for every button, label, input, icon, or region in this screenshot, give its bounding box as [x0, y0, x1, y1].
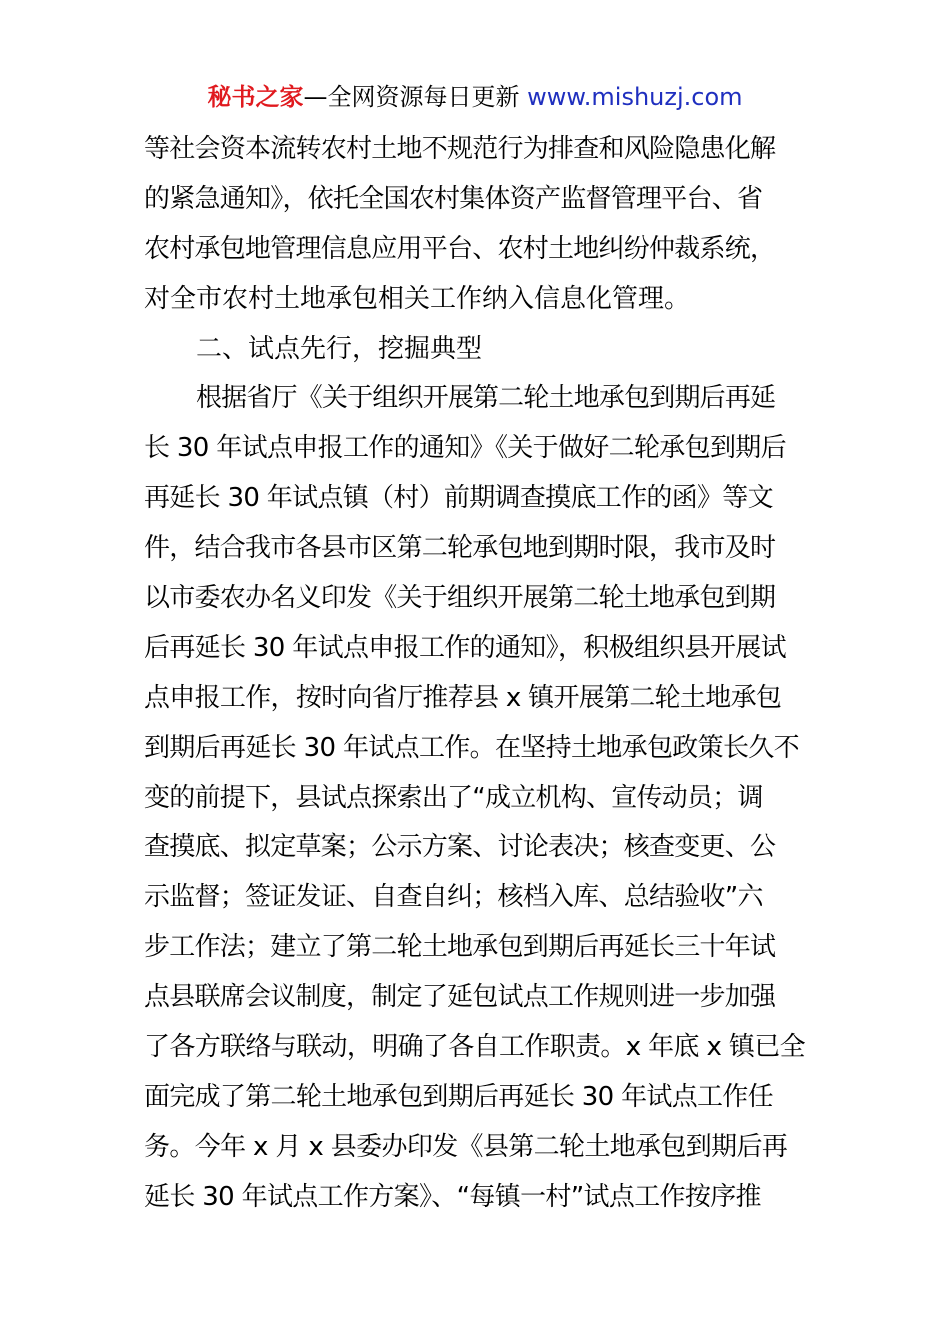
text-line: 点县联席会议制度，制定了延包试点工作规则进一步加强 [144, 982, 776, 1013]
text-line: 长 30 年试点申报工作的通知》《关于做好二轮承包到期后 [144, 433, 786, 464]
site-url-link[interactable]: www.mishuzj.com [527, 83, 743, 111]
text-line: 了各方联络与联动，明确了各自工作职责。x 年底 x 镇已全 [144, 1032, 805, 1063]
text-line: 点申报工作，按时向省厅推荐县 x 镇开展第二轮土地承包 [144, 682, 782, 713]
text-line: 延长 30 年试点工作方案》、“每镇一村”试点工作按序推 [144, 1181, 761, 1212]
text-line: 根据省厅《关于组织开展第二轮土地承包到期后再延 [196, 383, 776, 414]
text-line: 务。今年 x 月 x 县委办印发《县第二轮土地承包到期后再 [144, 1131, 788, 1162]
text-line: 件，结合我市各县市区第二轮承包地到期时限，我市及时 [144, 533, 776, 564]
text-line: 到期后再延长 30 年试点工作。在坚持土地承包政策长久不 [144, 732, 799, 763]
document-body [144, 125, 824, 1223]
text-line: 以市委农办名义印发《关于组织开展第二轮土地承包到期 [144, 583, 776, 614]
text-line: 对全市农村土地承包相关工作纳入信息化管理。 [144, 283, 691, 314]
text-line: 的紧急通知》，依托全国农村集体资产监督管理平台、省 [144, 183, 763, 214]
text-line: 示监督；签证发证、自查自纠；核档入库、总结验收”六 [144, 882, 763, 913]
text-line: 后再延长 30 年试点申报工作的通知》，积极组织县开展试 [144, 632, 786, 663]
text-line: 面完成了第二轮土地承包到期后再延长 30 年试点工作任 [144, 1081, 773, 1112]
text-line: 步工作法；建立了第二轮土地承包到期后再延长三十年试 [144, 932, 776, 963]
text-line: 再延长 30 年试点镇（村）前期调查摸底工作的函》等文 [144, 483, 773, 514]
text-line: 变的前提下，县试点探索出了“成立机构、宣传动员；调 [144, 782, 763, 813]
site-header [0, 80, 950, 114]
text-line: 二、试点先行，挖掘典型 [196, 333, 483, 364]
text-line: 等社会资本流转农村土地不规范行为排查和风险隐患化解 [144, 134, 776, 164]
text-line: 查摸底、拟定草案；公示方案、讨论表决；核查变更、公 [144, 832, 776, 863]
site-brand: 秘书之家 [207, 83, 304, 111]
site-tagline: —全网资源每日更新 [303, 83, 528, 111]
text-line: 农村承包地管理信息应用平台、农村土地纠纷仲裁系统， [144, 233, 776, 264]
